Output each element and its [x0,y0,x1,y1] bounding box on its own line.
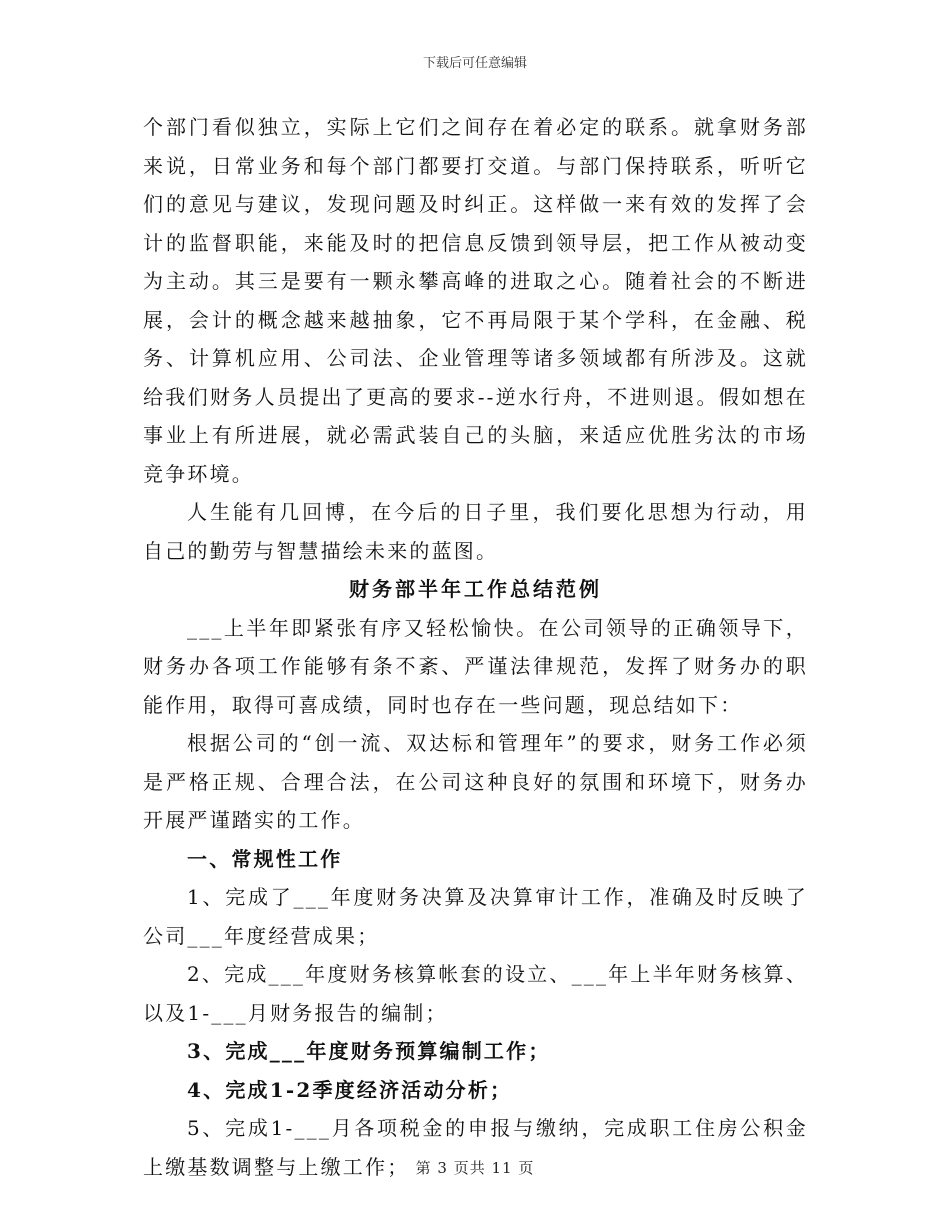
list-item-5: 5、完成1-___月各项税金的申报与缴纳，完成职工住房公积金上缴基数调整与上缴工作； [143,1116,808,1179]
list-item-3: 3、完成___年度财务预算编制工作； [187,1039,551,1063]
list-item-4: 4、完成1-2季度经济活动分析； [187,1077,513,1102]
list-item-2: 2、完成___年度财务核算帐套的设立、___年上半年财务核算、以及1-___月财务报告的编制； [143,962,808,1025]
document-body [143,108,808,1186]
paragraph-continuation: 个部门看似独立，实际上它们之间存在着必定的联系。就拿财务部来说，日常业务和每个部门都要打交道。与部门保持联系，听听它们的意见与建议，发现问题及时纠正。这样做一来有效的发挥了会计的监督职能，来能及时的把信息反馈到领导层，把工作从被动变为主动。其三是要有一颗永攀高峰的进取之心。随着社会的不断进展，会计的概念越来越抽象，它不再局限于某个学科，在金融、税务、计算机应用、公司法、企业管理等诸多领域都有所涉及。这就给我们财务人员提出了更高的要求--逆水行舟，不进则退。假如想在事业上有所进展，就必需武装自己的头脑，来适应优胜劣汰的市场竞争环境。 [143,115,808,486]
section-title: 财务部半年工作总结范例 [349,577,602,601]
page-header: 下载后可任意编辑 [422,56,527,71]
subheading-routine-work: 一、常规性工作 [187,846,343,871]
page-footer: 第 3 页共 11 页 [415,1159,535,1177]
paragraph-closing: 人生能有几回博，在今后的日子里，我们要化思想为行动，用自己的勤劳与智慧描绘未来的蓝图。 [143,500,808,563]
paragraph-requirement: 根据公司的“创一流、双达标和管理年”的要求，财务工作必须是严格正规、合理合法，在公司这种良好的氛围和环境下，财务办开展严谨踏实的工作。 [143,731,808,832]
list-item-1: 1、完成了___年度财务决算及决算审计工作，准确及时反映了公司___年度经营成果； [143,885,808,948]
paragraph-intro: ___上半年即紧张有序又轻松愉快。在公司领导的正确领导下，财务办各项工作能够有条不紊、严谨法律规范，发挥了财务办的职能作用，取得可喜成绩，同时也存在一些问题，现总结如下： [143,615,808,717]
